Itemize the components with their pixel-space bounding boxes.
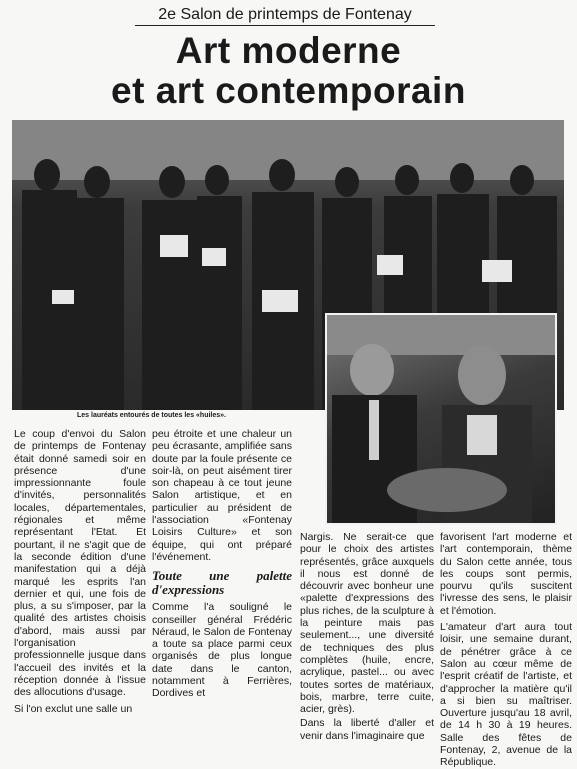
paragraph: Dans la liberté d'aller et venir dans l'imaginaire que <box>300 717 434 742</box>
paragraph: favorisent l'art moderne et l'art contemporain, thème du Salon cette année, tous les coups sont permis, pourvu qu'ils suscitent l'ivresse des sens, le plaisir et l'émotion. <box>440 531 572 617</box>
article-column-3 <box>300 531 434 742</box>
article-column-1 <box>14 428 146 715</box>
paragraph: Comme l'a souligné le conseiller général Frédéric Néraud, le Salon de Fontenay a toute sa place parmi ceux organisés de plus longue date dans le canton, notamment à Ferrières, Dordives et <box>152 601 292 700</box>
paragraph: peu étroite et une chaleur un peu écrasante, amplifiée sans doute par la foule présente ce soir-là, on peut aisément tirer son chapeau à ce tout jeune Salon artistique, et en particulier au président de l'association «Fontenay Loisirs Culture» et son équipe, qui ont préparé l'événement. <box>152 428 292 563</box>
inset-photo <box>325 313 557 525</box>
article-column-4 <box>440 531 572 769</box>
headline-line-2: et art contemporain <box>111 70 466 111</box>
photo-caption: Les lauréats entourés de toutes les «huiles». <box>77 412 226 419</box>
headline-line-1: Art moderne <box>175 30 402 71</box>
paragraph: Nargis. Ne serait-ce que pour le choix des artistes représentés, grâce auxquels il nous est donné de découvrir avec bonheur une «palette d'expressions des plus riches, de la sculpture à la peinture mais pas seulement..., une diversité de techniques des plus complètes (huile, encre, acrylique, pastel... ou avec toutes sortes de matériaux, bois, marbre, terre cuite, acier, grès). <box>300 531 434 716</box>
inset-photo-speakers <box>327 315 555 523</box>
section-kicker: 2e Salon de printemps de Fontenay <box>135 6 435 26</box>
paragraph: Le coup d'envoi du Salon de printemps de Fontenay était donné samedi soir en présence d'une impressionnante foule d'invités, personnalités locales, départementales, régionales et même représentant l'Etat. Et pourtant, il ne s'agit que de la seconde édition d'une manifestation qui a déjà marqué les esprits l'an dernier et qui, une fois de plus, a su s'imposer, par la qualité des artistes choisis d'abord, mais aussi par l'organisation professionnelle jusque dans l'accueil des invités et la réception donnée à l'issue des allocutions d'usage. <box>14 428 146 699</box>
paragraph: L'amateur d'art aura tout loisir, une semaine durant, de pénétrer grâce à ce Salon au cœur même de l'esprit créatif de l'artiste, et d'approcher la matière qu'il a si bien su maîtriser. Ouverture jusqu'au 18 avril, de 14 h 30 à 19 heures. Salle des fêtes de Fontenay, 2, avenue de la République. <box>440 621 572 769</box>
article-column-2 <box>152 428 292 700</box>
paragraph: Si l'on exclut une salle un <box>14 702 133 715</box>
article-subheading: Toute une palette d'expressions <box>152 568 292 598</box>
